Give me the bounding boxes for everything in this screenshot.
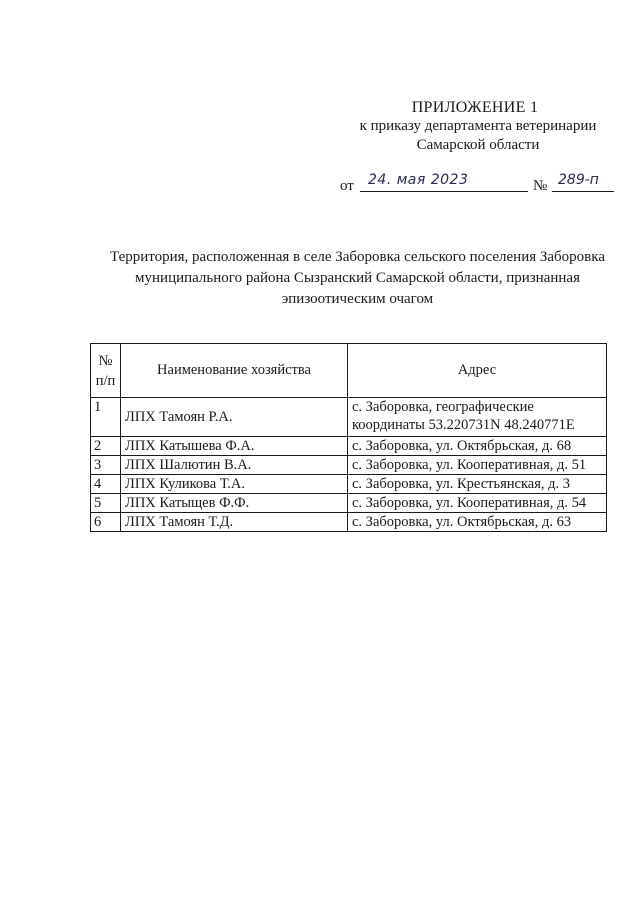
table-header-row [91, 344, 607, 398]
order-date-handwritten: 24. мая 2023 [360, 172, 528, 192]
row-household-name: ЛПХ Тамоян Р.А. [121, 398, 348, 437]
row-household-name: ЛПХ Куликова Т.А. [121, 475, 348, 494]
appendix-subtitle-line1: к приказу департамента ветеринарии [359, 118, 597, 134]
row-address: с. Заборовка, ул. Кооперативная, д. 51 [348, 456, 607, 475]
table-row [91, 437, 607, 456]
order-number-handwritten: 289-п [552, 172, 614, 192]
row-number: 3 [91, 456, 121, 475]
table-row [91, 475, 607, 494]
row-household-name: ЛПХ Катыщев Ф.Ф. [121, 494, 348, 513]
table-row [91, 456, 607, 475]
header-household-name: Наименование хозяйства [121, 344, 348, 398]
row-address: с. Заборовка, ул. Кооперативная, д. 54 [348, 494, 607, 513]
territory-title-line1: Территория, расположенная в селе Заборовка сельского поселения Заборовка [110, 249, 605, 265]
order-from-label: от [340, 178, 354, 194]
territory-title-line2: муниципального района Сызранский Самарской области, признанная [135, 270, 580, 286]
row-number: 4 [91, 475, 121, 494]
order-number-label: № [533, 178, 548, 194]
households-table [90, 343, 607, 532]
header-number [91, 344, 121, 398]
row-number: 2 [91, 437, 121, 456]
row-number: 1 [91, 398, 121, 437]
appendix-subtitle-line2: Самарской области [416, 137, 540, 153]
territory-title-line3: эпизоотическим очагом [281, 291, 434, 307]
row-address: с. Заборовка, ул. Октябрьская, д. 68 [348, 437, 607, 456]
order-reference [340, 172, 620, 198]
table-row [91, 494, 607, 513]
row-household-name: ЛПХ Катышева Ф.А. [121, 437, 348, 456]
territory-title [85, 247, 630, 310]
row-household-name: ЛПХ Тамоян Т.Д. [121, 513, 348, 532]
row-address: с. Заборовка, географические координаты 53.220731N 48.240771E [348, 398, 607, 437]
row-household-name: ЛПХ Шалютин В.А. [121, 456, 348, 475]
appendix-header [330, 98, 620, 155]
row-number: 6 [91, 513, 121, 532]
row-number: 5 [91, 494, 121, 513]
row-address: с. Заборовка, ул. Октябрьская, д. 63 [348, 513, 607, 532]
row-address: с. Заборовка, ул. Крестьянская, д. 3 [348, 475, 607, 494]
table-row [91, 398, 607, 437]
table-row [91, 513, 607, 532]
header-number-abbrev: п/п [95, 372, 116, 389]
header-address: Адрес [348, 344, 607, 398]
appendix-title: ПРИЛОЖЕНИЕ 1 [411, 99, 539, 116]
header-number-sign: № [98, 352, 113, 369]
